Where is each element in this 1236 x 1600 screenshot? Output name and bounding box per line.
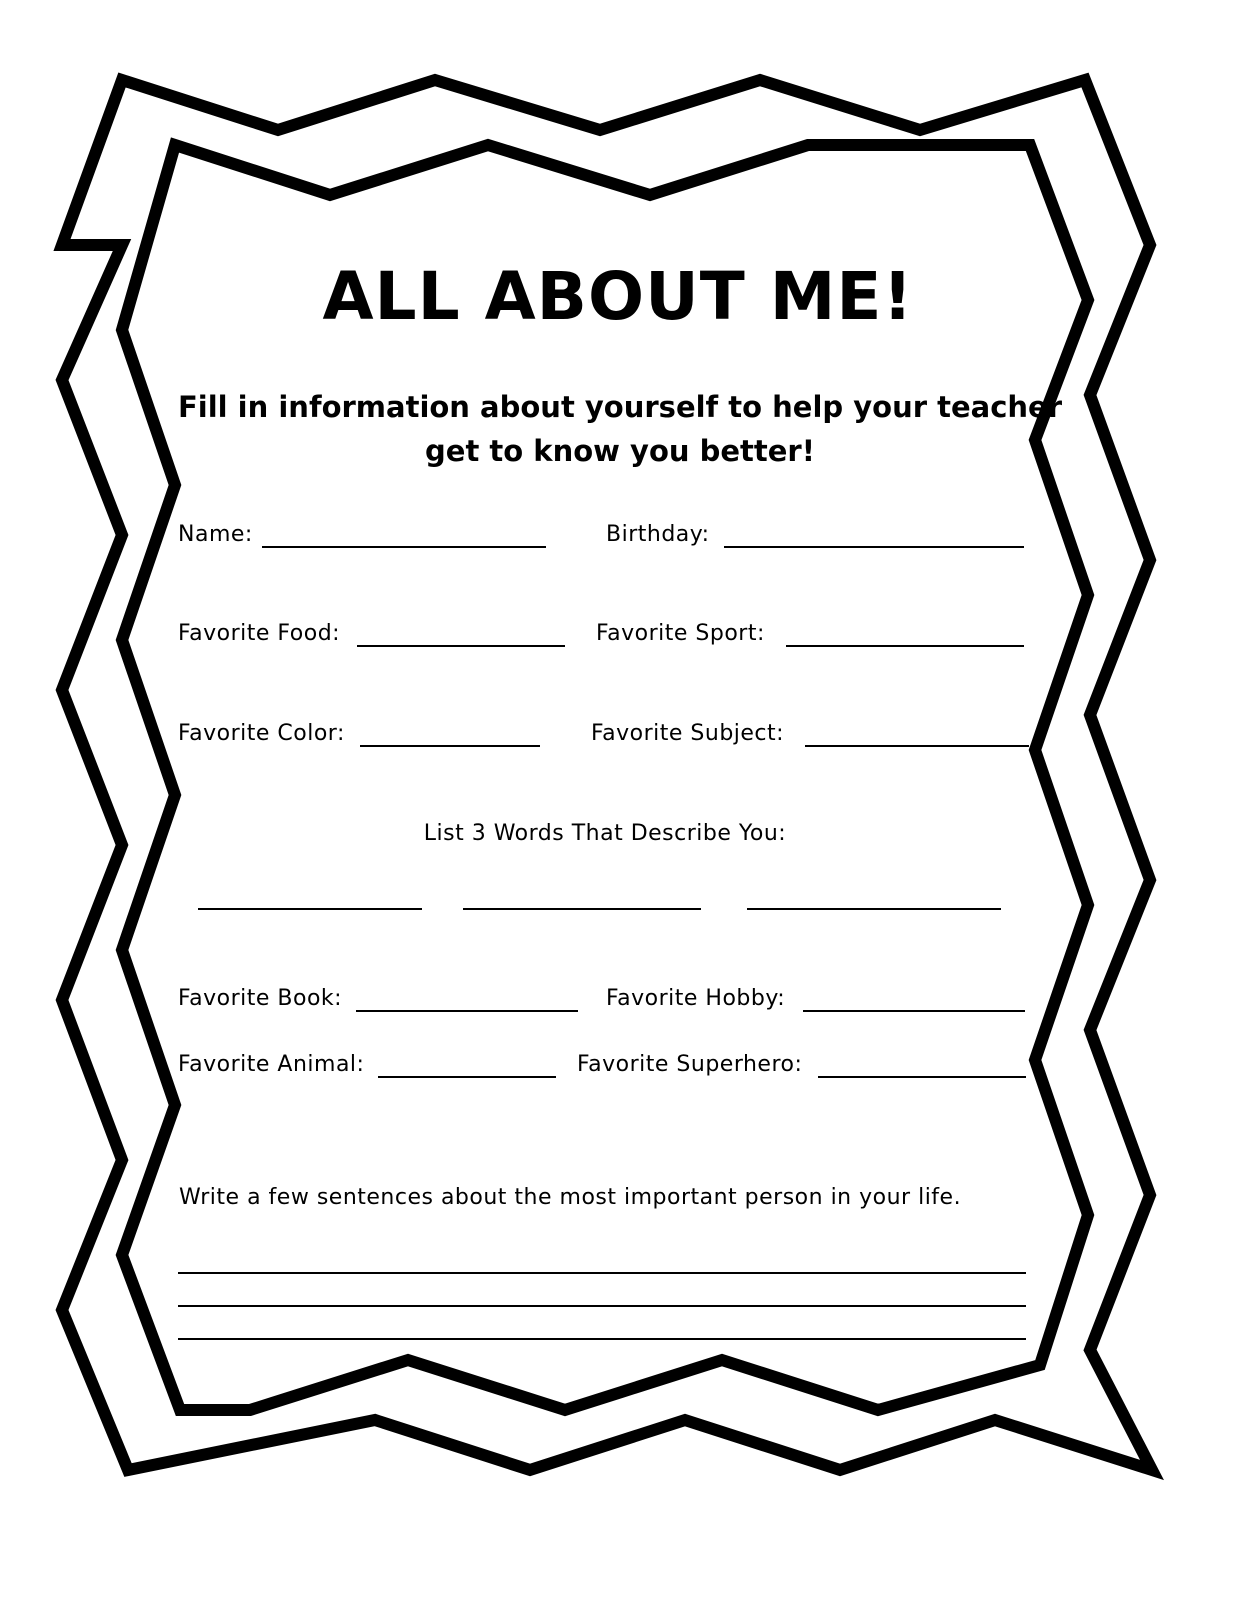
word-1-blank[interactable] (198, 908, 422, 910)
favorite-superhero-blank[interactable] (818, 1076, 1026, 1078)
favorite-food-label: Favorite Food: (178, 621, 341, 646)
writing-line-2[interactable] (178, 1305, 1026, 1307)
favorite-superhero-label: Favorite Superhero: (577, 1052, 803, 1077)
name-label: Name: (178, 522, 253, 547)
birthday-blank[interactable] (724, 546, 1024, 548)
favorite-subject-label: Favorite Subject: (591, 721, 785, 746)
subtitle-line-2: get to know you better! (425, 434, 815, 468)
favorite-subject-blank[interactable] (805, 745, 1029, 747)
favorite-sport-label: Favorite Sport: (596, 621, 765, 646)
favorite-animal-blank[interactable] (378, 1076, 556, 1078)
favorite-book-blank[interactable] (356, 1010, 578, 1012)
favorite-hobby-blank[interactable] (803, 1010, 1025, 1012)
important-person-prompt: Write a few sentences about the most important person in your life. (179, 1185, 962, 1210)
writing-line-3[interactable] (178, 1338, 1026, 1340)
favorite-food-blank[interactable] (357, 645, 565, 647)
three-words-prompt: List 3 Words That Describe You: (423, 821, 787, 846)
favorite-sport-blank[interactable] (786, 645, 1024, 647)
subtitle-line-1: Fill in information about yourself to help your teacher (177, 390, 1063, 424)
word-3-blank[interactable] (747, 908, 1001, 910)
word-2-blank[interactable] (463, 908, 701, 910)
favorite-color-blank[interactable] (360, 745, 540, 747)
writing-line-1[interactable] (178, 1272, 1026, 1274)
page-title: ALL ABOUT ME! (322, 258, 914, 335)
birthday-label: Birthday: (606, 522, 710, 547)
favorite-color-label: Favorite Color: (178, 721, 345, 746)
favorite-book-label: Favorite Book: (178, 986, 343, 1011)
favorite-animal-label: Favorite Animal: (178, 1052, 365, 1077)
name-blank[interactable] (262, 546, 546, 548)
favorite-hobby-label: Favorite Hobby: (606, 986, 786, 1011)
